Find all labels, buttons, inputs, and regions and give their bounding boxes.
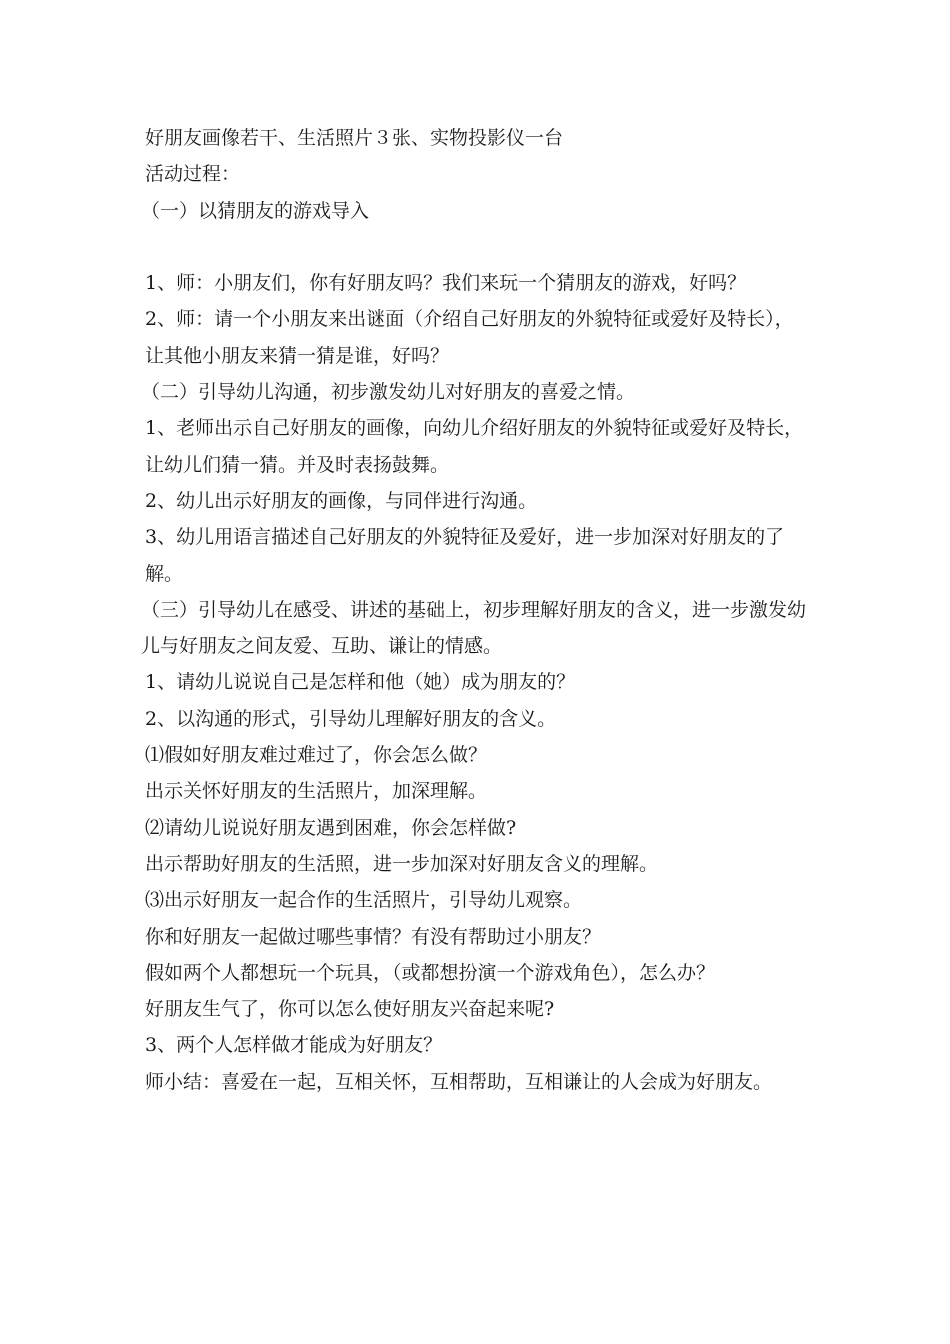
paragraph: ⑶出示好朋友一起合作的生活照片，引导幼儿观察。	[145, 889, 583, 912]
paragraph: 2、幼儿出示好朋友的画像，与同伴进行沟通。	[145, 489, 538, 512]
paragraph: ⑴假如好朋友难过难过了，你会怎么做？	[145, 744, 488, 767]
paragraph: 假如两个人都想玩一个玩具，（或都想扮演一个游戏角色），怎么办？	[145, 961, 716, 984]
blank-line	[145, 229, 810, 265]
paragraph: ⑵请幼儿说说好朋友遇到困难，你会怎样做?	[145, 816, 517, 839]
paragraph: 1、请幼儿说说自己是怎样和他（她）成为朋友的？	[145, 671, 576, 694]
summary-paragraph: 师小结：喜爱在一起，互相关怀，互相帮助，互相谦让的人会成为好朋友。	[145, 1070, 773, 1093]
paragraph: 出示关怀好朋友的生活照片，加深理解。	[145, 780, 488, 803]
materials-line: 好朋友画像若干、生活照片３张、实物投影仪一台	[145, 127, 564, 149]
paragraph: 好朋友生气了，你可以怎么使好朋友兴奋起来呢?	[145, 998, 555, 1021]
paragraph: 出示帮助好朋友的生活照，进一步加深对好朋友含义的理解。	[145, 852, 659, 875]
paragraph: 2、以沟通的形式，引导幼儿理解好朋友的含义。	[145, 707, 557, 730]
paragraph: 你和好朋友一起做过哪些事情？有没有帮助过小朋友？	[145, 925, 602, 948]
paragraph: 3、两个人怎样做才能成为好朋友？	[145, 1034, 443, 1057]
section-heading-process: 活动过程：	[145, 163, 241, 186]
paragraph: 3、幼儿用语言描述自己好朋友的外貌特征及爱好，进一步加深对好朋友的了解。	[145, 526, 785, 585]
section-heading-part-2: （二）引导幼儿沟通，初步激发幼儿对好朋友的喜爱之情。	[141, 381, 636, 404]
section-heading-part-3: （三）引导幼儿在感受、讲述的基础上，初步理解好朋友的含义，进一步激发幼儿与好朋友之间友爱、互助、谦让的情感。	[141, 598, 807, 658]
section-heading-part-1: （一）以猜朋友的游戏导入	[141, 199, 370, 222]
paragraph: 1、老师出示自己好朋友的画像，向幼儿介绍好朋友的外貌特征或爱好及特长，让幼儿们猜一猜。并及时表扬鼓舞。	[145, 417, 804, 476]
paragraph: 1、师：小朋友们，你有好朋友吗？我们来玩一个猜朋友的游戏，好吗？	[145, 272, 747, 295]
document-body	[141, 120, 810, 1100]
paragraph: 2、师：请一个小朋友来出谜面（介绍自己好朋友的外貌特征或爱好及特长），让其他小朋友来猜一猜是谁，好吗？	[145, 308, 794, 367]
